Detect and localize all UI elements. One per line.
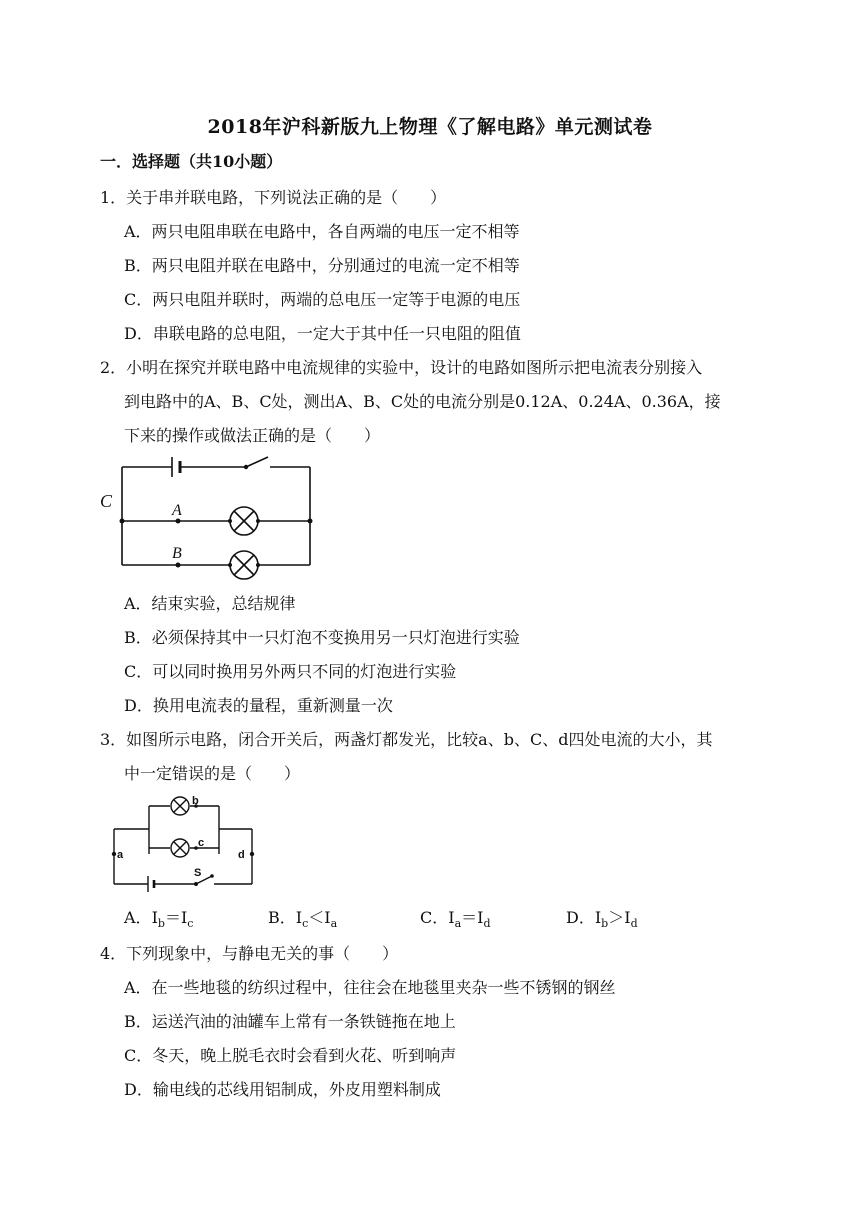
section-heading: 一．选择题（共10小题） bbox=[100, 152, 283, 171]
q2-option-d: D．换用电流表的量程，重新测量一次 bbox=[124, 696, 393, 715]
q2-option-c: C．可以同时换用另外两只不同的灯泡进行实验 bbox=[124, 662, 457, 681]
q4-option-b: B．运送汽油的油罐车上常有一条铁链拖在地上 bbox=[124, 1012, 456, 1031]
q1-option-b: B．两只电阻并联在电路中，分别通过的电流一定不相等 bbox=[124, 256, 520, 275]
q1-option-a: A．两只电阻串联在电路中，各自两端的电压一定不相等 bbox=[124, 222, 520, 241]
q3-circuit-diagram bbox=[104, 796, 264, 896]
q2-option-a: A．结束实验，总结规律 bbox=[124, 594, 296, 613]
q3-stem-line1: 3．如图所示电路，闭合开关后，两盏灯都发光，比较a、b、C、d四处电流的大小，其 bbox=[100, 730, 713, 749]
q1-option-c: C．两只电阻并联时，两端的总电压一定等于电源的电压 bbox=[124, 290, 521, 309]
q4-option-c: C．冬天，晚上脱毛衣时会看到火花、听到响声 bbox=[124, 1046, 457, 1065]
q2-circuit-diagram bbox=[98, 455, 328, 585]
page-title: 2018年沪科新版九上物理《了解电路》单元测试卷 bbox=[207, 116, 653, 138]
q3-label-c: c bbox=[198, 837, 205, 849]
q3-label-b: b bbox=[192, 796, 199, 807]
q3-option-c: C．$I_a=I_d$ bbox=[420, 908, 491, 931]
q4-option-a: A．在一些地毯的纺织过程中，往往会在地毯里夹杂一些不锈钢的钢丝 bbox=[124, 978, 616, 997]
q2-stem-line2: 到电路中的A、B、C处，测出A、B、C处的电流分别是0.12A、0.24A、0.36A，接 bbox=[124, 392, 721, 411]
q3-option-d: D．$I_b>I_d$ bbox=[566, 908, 638, 931]
q2-stem-line3: 下来的操作或做法正确的是（ ） bbox=[124, 426, 381, 445]
q2-label-b: B bbox=[172, 545, 182, 562]
q2-label-c: C bbox=[100, 491, 113, 511]
q3-stem-line2: 中一定错误的是（ ） bbox=[124, 764, 301, 783]
q2-stem-line1: 2．小明在探究并联电路中电流规律的实验中，设计的电路如图所示把电流表分别接入 bbox=[100, 358, 703, 377]
q3-option-a: A．$I_b=I_c$ bbox=[124, 908, 194, 931]
q3-label-d: d bbox=[238, 849, 245, 861]
q4-stem: 4．下列现象中，与静电无关的事（ ） bbox=[100, 944, 399, 963]
q1-stem: 1．关于串并联电路，下列说法正确的是（ ） bbox=[100, 188, 447, 207]
q4-option-d: D．输电线的芯线用铝制成，外皮用塑料制成 bbox=[124, 1080, 441, 1099]
q1-option-d: D．串联电路的总电阻，一定大于其中任一只电阻的阻值 bbox=[124, 324, 521, 343]
q3-option-b: B．$I_c<I_a$ bbox=[268, 908, 338, 931]
q2-option-b: B．必须保持其中一只灯泡不变换用另一只灯泡进行实验 bbox=[124, 628, 520, 647]
q2-label-a: A bbox=[172, 502, 182, 519]
q3-label-a: a bbox=[117, 849, 124, 861]
q3-label-s: S bbox=[194, 867, 202, 879]
